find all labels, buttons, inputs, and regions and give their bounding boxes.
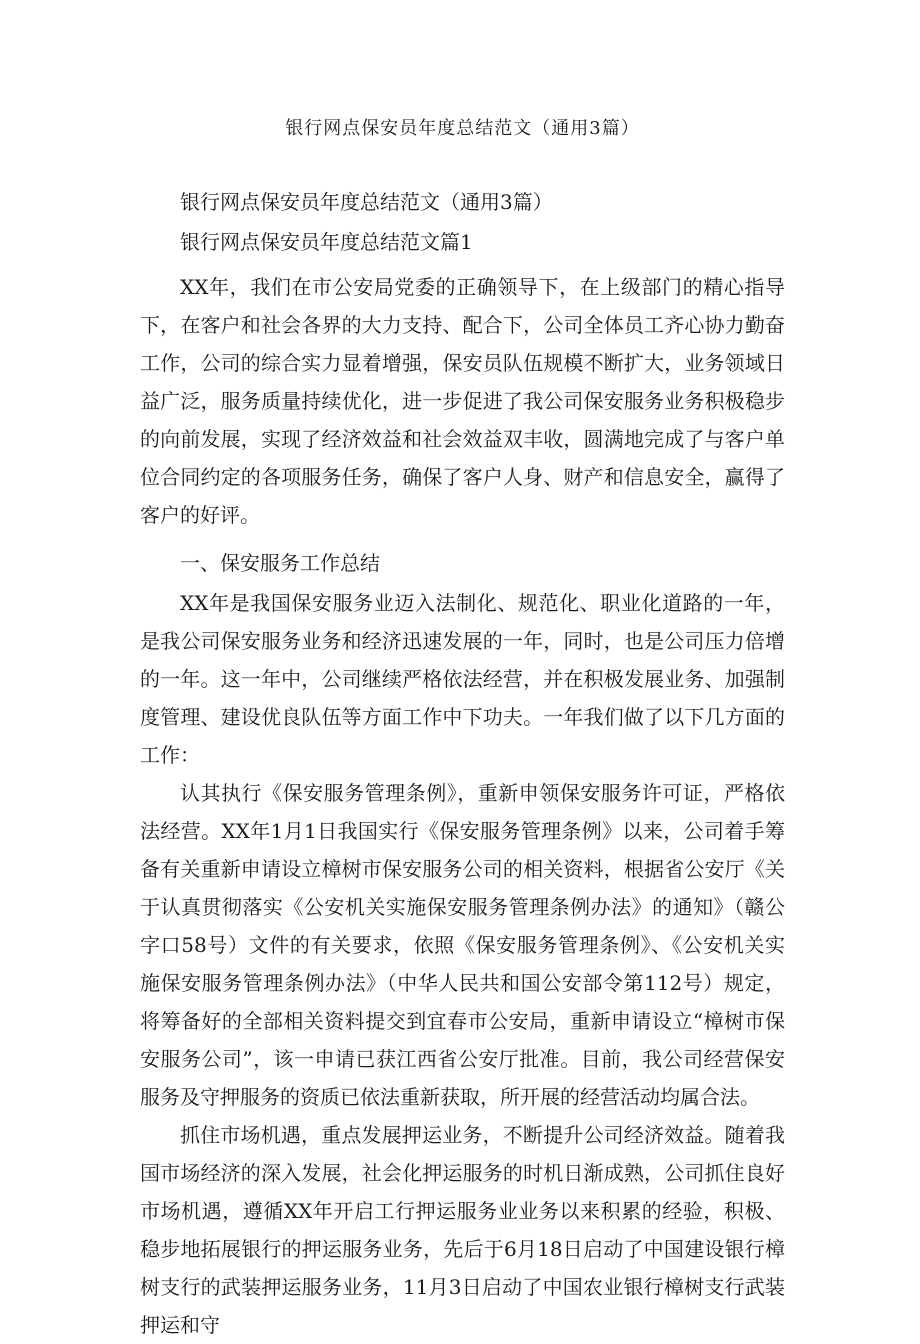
paragraph-section-2: 认其执行《保安服务管理条例》，重新申领保安服务许可证，严格依法经营。XX年1月1日我国实行《保安服务管理条例》以来，公司着手筹备有关重新申请设立樟树市保安服务公司的相关资料，根据省公安厅《关于认真贯彻落实《公安机关实施保安服务管理条例办法》的通知》（赣公字口58号）文件的有关要求，依照《保安服务管理条例》、《公安机关实施保安服务管理条例办法》（中华人民共和国公安部令第112号）规定，将筹备好的全部相关资料提交到宜春市公安局，重新申请设立“樟树市保安服务公司”，该一申请已获江西省公安厅批准。目前，我公司经营保安服务及守押服务的资质已依法重新获取，所开展的经营活动均属合法。 [140,781,785,1109]
paragraph-section-3: 抓住市场机遇，重点发展押运业务，不断提升公司经济效益。随着我国市场经济的深入发展，社会化押运服务的时机日渐成熟，公司抓住良好市场机遇，遵循XX年开启工行押运服务业业务以来积累的经验，积极、稳步地拓展银行的押运服务业务，先后于6月18日启动了中国建设银行樟树支行的武装押运服务业务，11月3日启动了中国农业银行樟树支行武装押运和守 [140,1123,785,1337]
paragraph-section-1: XX年是我国保安服务业迈入法制化、规范化、职业化道路的一年，是我公司保安服务业务和经济迅速发展的一年，同时，也是公司压力倍增的一年。这一年中，公司继续严格依法经营，并在积极发展业务、加强制度管理、建设优良队伍等方面工作中下功夫。一年我们做了以下几方面的工作： [140,591,785,767]
paragraph-intro: XX年，我们在市公安局党委的正确领导下，在上级部门的精心指导下，在客户和社会各界的大力支持、配合下，公司全体员工齐心协力勤奋工作，公司的综合实力显着增强，保安员队伍规模不断扩大，业务领域日益广泛，服务质量持续优化，进一步促进了我公司保安服务业务积极稳步的向前发展，实现了经济效益和社会效益双丰收，圆满地完成了与客户单位合同约定的各项服务任务，确保了客户人身、财产和信息安全，赢得了客户的好评。 [140,275,785,527]
section-heading: 一、保安服务工作总结 [180,551,380,575]
document-title: 银行网点保安员年度总结范文（通用3篇） [285,118,640,139]
chapter-heading: 银行网点保安员年度总结范文篇1 [180,230,473,254]
heading-repeat: 银行网点保安员年度总结范文（通用3篇） [180,190,553,214]
